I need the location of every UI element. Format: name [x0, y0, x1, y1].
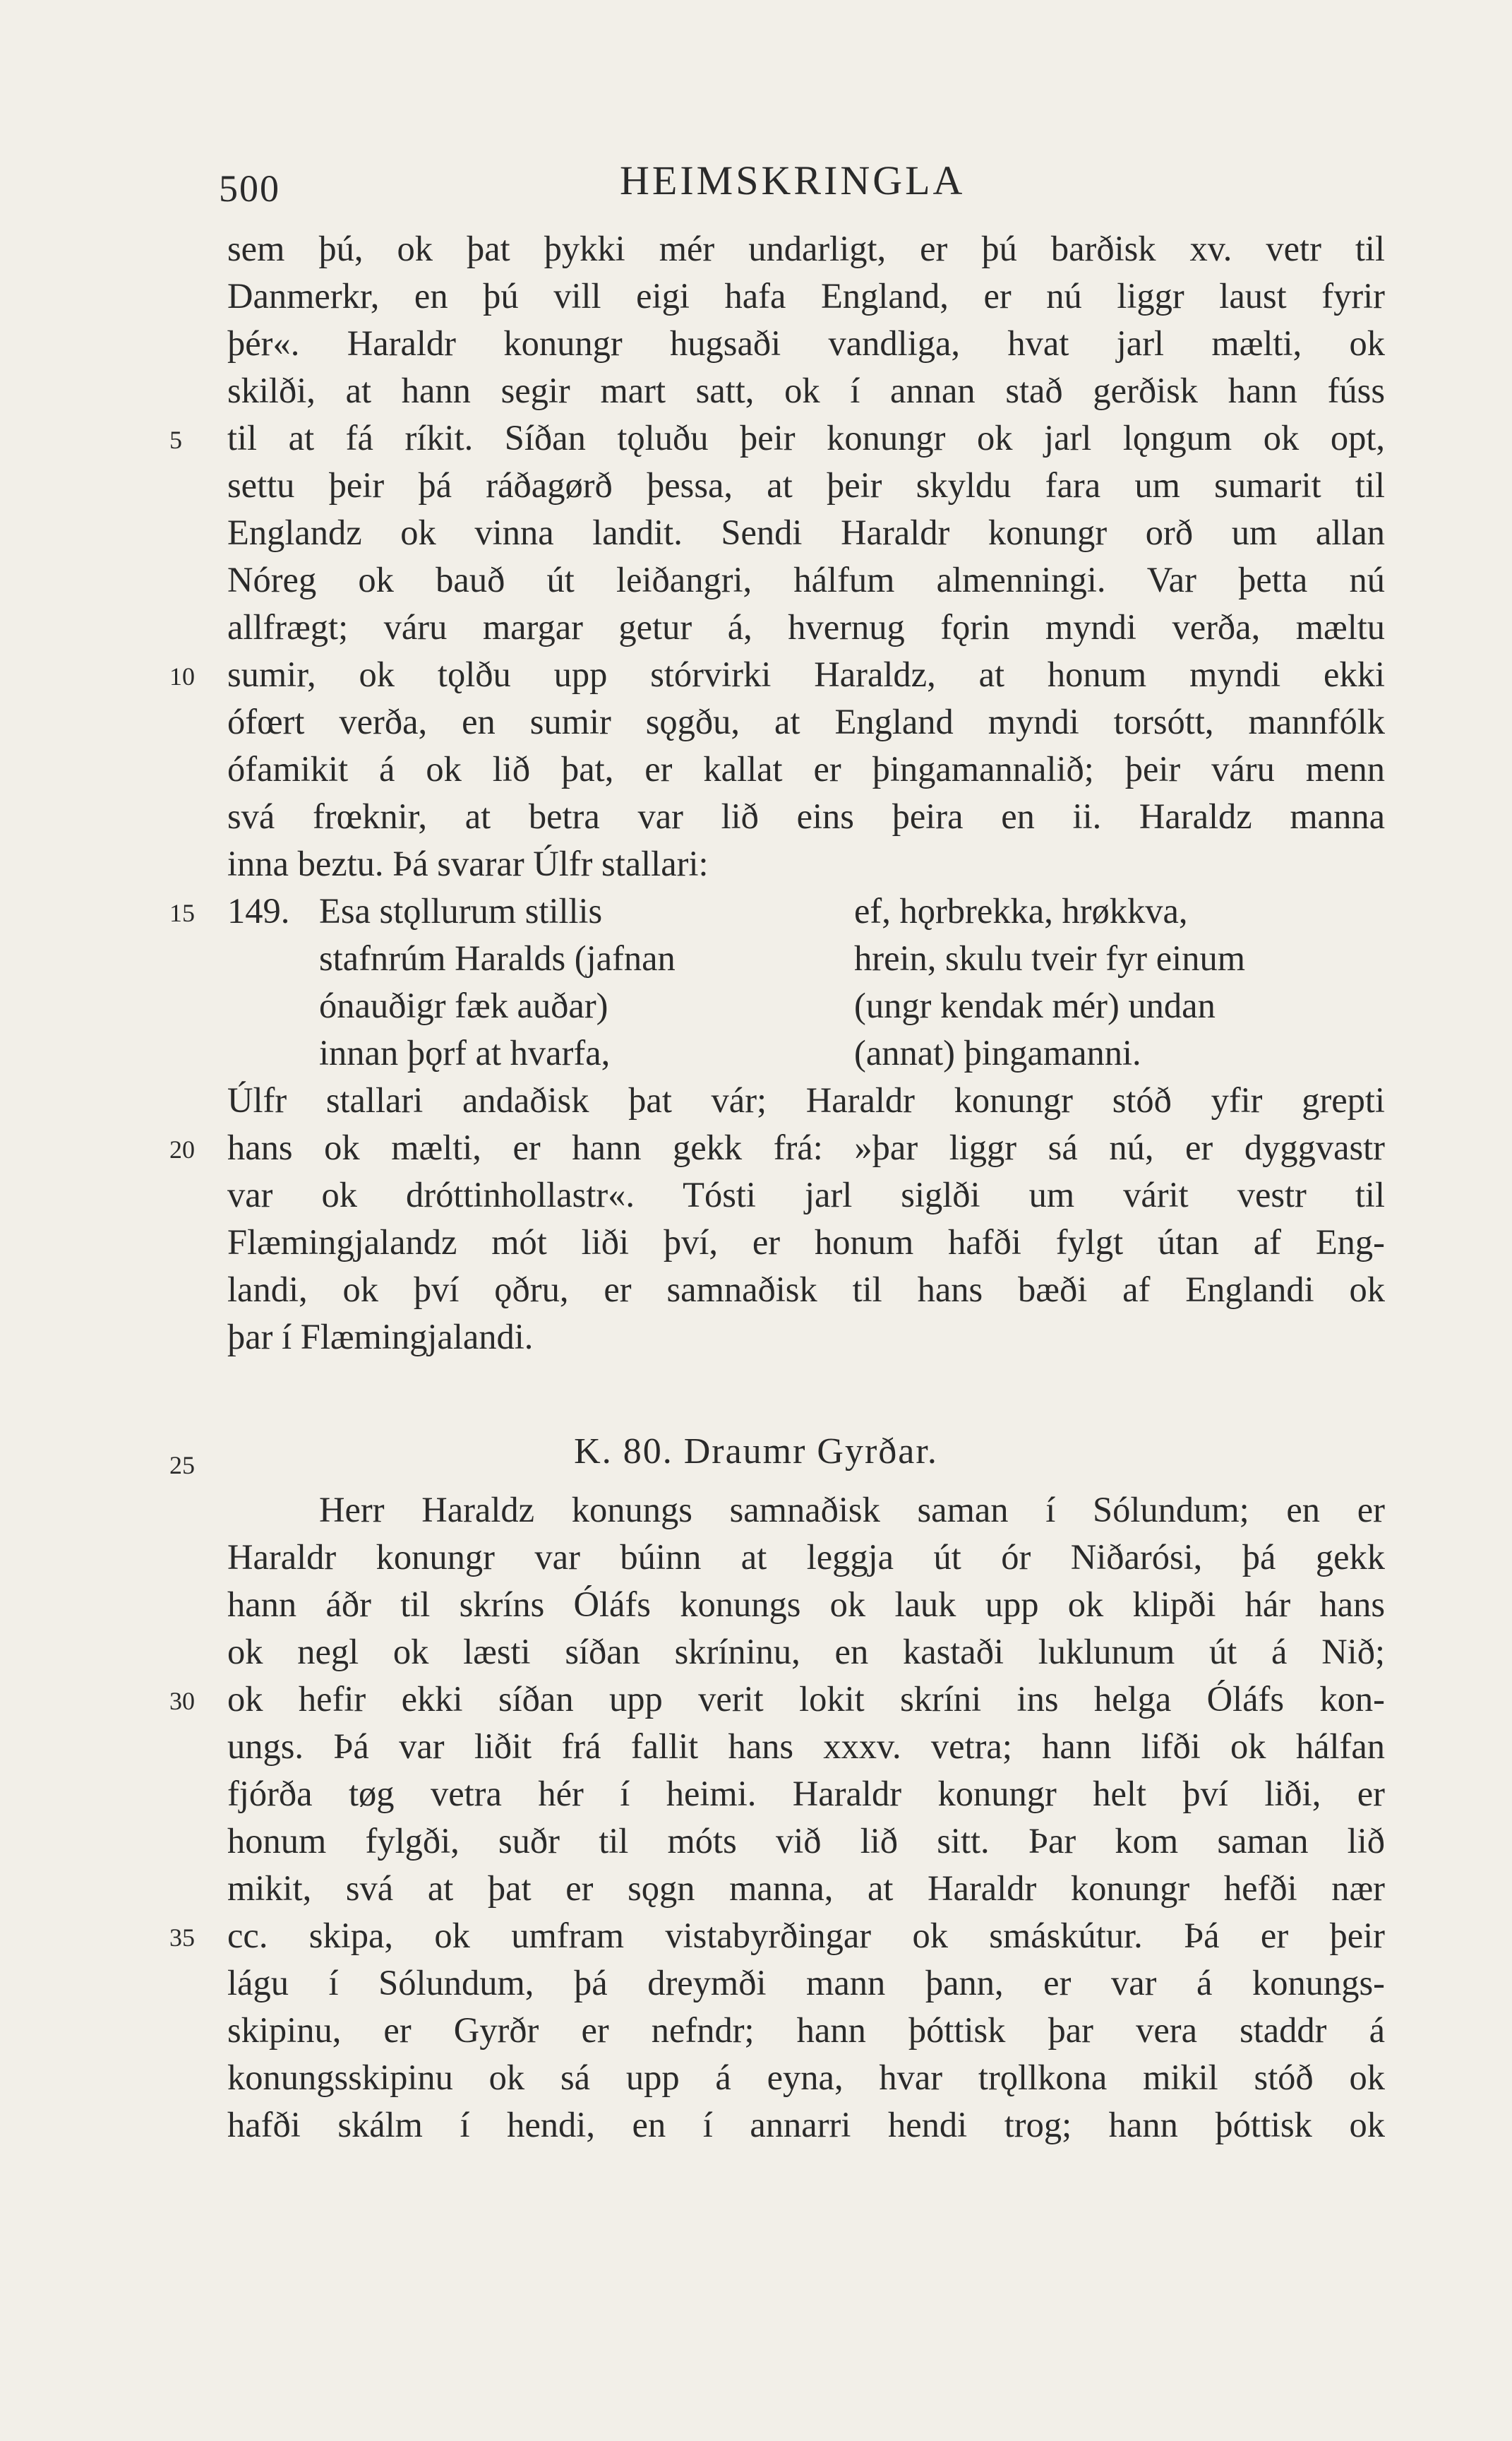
text-line: inna beztu. Þá svarar Úlfr stallari: — [227, 844, 709, 883]
text-line: Herr Haraldz konungs samnaðisk saman í Sólundum; en er — [319, 1490, 1385, 1529]
text-line: þar í Flæmingjalandi. — [227, 1317, 534, 1356]
text-line: hann áðr til skríns Óláfs konungs ok lauk upp ok klipði hár hans — [227, 1584, 1385, 1624]
text-line: Haraldr konungr var búinn at leggja út ór Niðarósi, þá gekk — [227, 1537, 1385, 1577]
verse-line-left: innan þǫrf at hvarfa, — [319, 1033, 611, 1073]
text-line: mikit, svá at þat er sǫgn manna, at Haraldr konungr hefði nær — [227, 1868, 1385, 1908]
text-line: sumir, ok tǫlðu upp stórvirki Haraldz, at honum myndi ekki — [227, 655, 1385, 694]
page-header — [219, 157, 1376, 210]
line-number: 10 — [169, 662, 195, 691]
text-line: lágu í Sólundum, þá dreymði mann þann, er var á konungs- — [227, 1963, 1385, 2003]
text-line: settu þeir þá ráðagørð þessa, at þeir skyldu fara um sumarit til — [227, 465, 1385, 505]
text-line: ok negl ok læsti síðan skríninu, en kastaði luklunum út á Nið; — [227, 1632, 1385, 1671]
verse-line-left: Esa stǫllurum stillis — [319, 891, 603, 931]
text-line: sem þú, ok þat þykki mér undarligt, er þú barðisk xv. vetr til — [227, 229, 1385, 268]
text-line: landi, ok því ǫðru, er samnaðisk til hans bæði af Englandi ok — [227, 1270, 1385, 1309]
text-line: skipinu, er Gyrðr er nefndr; hann þóttisk þar vera staddr á — [227, 2010, 1385, 2050]
text-line: ungs. Þá var liðit frá fallit hans xxxv. vetra; hann lifði ok hálfan — [227, 1726, 1385, 1766]
text-line: hafði skálm í hendi, en í annarri hendi trog; hann þóttisk ok — [227, 2105, 1385, 2144]
text-line: Englandz ok vinna landit. Sendi Haraldr konungr orð um allan — [227, 513, 1385, 552]
text-line: Úlfr stallari andaðisk þat vár; Haraldr konungr stóð yfir grepti — [227, 1080, 1385, 1120]
line-number: 15 — [169, 899, 195, 927]
line-number: 20 — [169, 1135, 195, 1164]
text-line: Danmerkr, en þú vill eigi hafa England, er nú liggr laust fyrir — [227, 276, 1385, 316]
text-line: þér«. Haraldr konungr hugsaði vandliga, hvat jarl mælti, ok — [227, 323, 1385, 363]
text-line: hans ok mælti, er hann gekk frá: »þar liggr sá nú, er dyggvastr — [227, 1128, 1385, 1167]
line-number: 25 — [169, 1451, 195, 1479]
text-line: fjórða tøg vetra hér í heimi. Haraldr konungr helt því liði, er — [227, 1774, 1385, 1813]
text-line: ófœrt verða, en sumir sǫgðu, at England myndi torsótt, mannfólk — [227, 702, 1385, 741]
line-number: 5 — [169, 426, 182, 454]
text-line: skilði, at hann segir mart satt, ok í annan stað gerðisk hann fúss — [227, 371, 1385, 410]
text-line: ófamikit á ok lið þat, er kallat er þingamannalið; þeir váru menn — [227, 749, 1385, 789]
text-line: honum fylgði, suðr til móts við lið sitt. Þar kom saman lið — [227, 1821, 1385, 1861]
text-line: allfrægt; váru margar getur á, hvernug fǫrin myndi verða, mæltu — [227, 607, 1385, 647]
text-line: ok hefir ekki síðan upp verit lokit skríni ins helga Óláfs kon- — [227, 1679, 1385, 1719]
line-number: 35 — [169, 1923, 195, 1952]
text-line: Flæmingjalandz mót liði því, er honum hafði fylgt útan af Eng- — [227, 1222, 1385, 1262]
verse-line-left: ónauðigr fæk auðar) — [319, 986, 608, 1025]
verse-line-left: stafnrúm Haralds (jafnan — [319, 938, 676, 978]
running-title: HEIMSKRINGLA — [620, 157, 966, 203]
verse-line-right: (annat) þingamanni. — [854, 1033, 1141, 1073]
text-line: svá frœknir, at betra var lið eins þeira en ii. Haraldz manna — [227, 796, 1385, 836]
text-line: cc. skipa, ok umfram vistabyrðingar ok smáskútur. Þá er þeir — [227, 1916, 1385, 1955]
text-line: konungsskipinu ok sá upp á eyna, hvar trǫllkona mikil stóð ok — [227, 2058, 1385, 2097]
text-line: til at fá ríkit. Síðan tǫluðu þeir konungr ok jarl lǫngum ok opt, — [227, 418, 1385, 458]
verse-number: 149. — [227, 891, 290, 931]
line-number: 30 — [169, 1687, 195, 1715]
text-line: Nóreg ok bauð út leiðangri, hálfum almenningi. Var þetta nú — [227, 560, 1385, 599]
text-line: var ok dróttinhollastr«. Tósti jarl siglði um várit vestr til — [227, 1175, 1385, 1214]
verse-line-right: ef, hǫrbrekka, hrøkkva, — [854, 891, 1188, 931]
verse-line-right: hrein, skulu tveir fyr einum — [854, 938, 1245, 978]
chapter-heading: K. 80. Draumr Gyrðar. — [574, 1431, 938, 1472]
verse-line-right: (ungr kendak mér) undan — [854, 986, 1216, 1025]
page-number: 500 — [219, 167, 280, 210]
